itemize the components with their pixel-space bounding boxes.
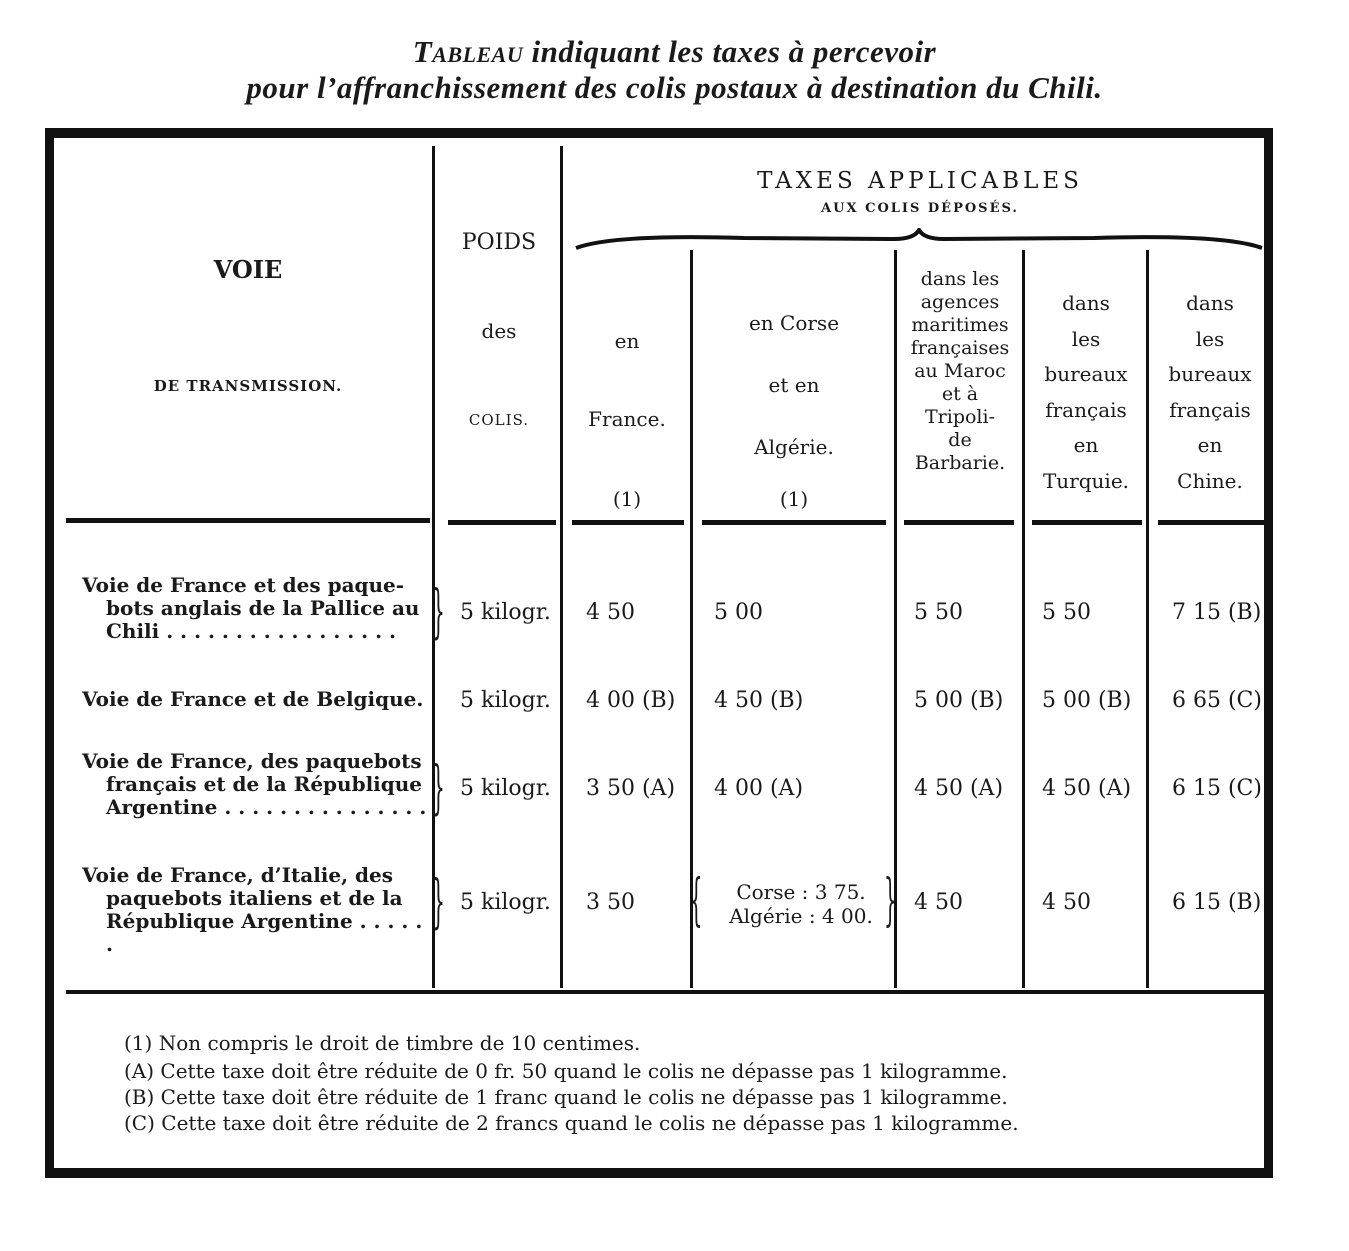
column-divider	[1022, 250, 1025, 988]
row2-voie	[82, 688, 432, 711]
column-divider	[560, 146, 563, 988]
header-corse-1: en Corse	[748, 311, 840, 335]
header-rule	[1032, 520, 1142, 525]
header-poids-sub: COLIS.	[468, 411, 530, 429]
row4-poids: 5 kilogr.	[460, 890, 551, 915]
header-rule	[448, 520, 556, 525]
row1-turquie: 5 50	[1042, 600, 1091, 625]
header-chine-line: Chine.	[1177, 468, 1243, 493]
header-taxes-title: TAXES APPLICABLES	[757, 168, 1083, 194]
row3-brace: }	[432, 753, 445, 821]
voie-line: Voie de France, des paquebots	[82, 749, 422, 773]
voie-line: Voie de France et de Belgique.	[82, 687, 424, 711]
voie-line: Voie de France, d’Italie, des	[82, 863, 394, 887]
row4-corse-brace-right: }	[884, 868, 897, 933]
title-line1: indiquant les taxes à percevoir	[531, 34, 937, 69]
row1-france: 4 50	[586, 600, 635, 625]
table-bottom-rule	[66, 990, 1266, 994]
page-subtitle: pour l’affranchissement des colis postaux à destination du Chili.	[246, 70, 1103, 105]
header-maroc-line: maritimes	[911, 314, 1009, 336]
column-divider	[1146, 250, 1149, 988]
header-france-1: en	[614, 329, 640, 353]
voie-line: Argentine . . . . . . . . . . . . . . .	[106, 795, 427, 819]
header-maroc-line: Tripoli-	[924, 406, 995, 428]
header-rule	[702, 520, 886, 525]
voie-line: Voie de France et des paque-	[82, 573, 405, 597]
row1-maroc: 5 50	[914, 600, 963, 625]
header-taxes-subtitle: AUX COLIS DÉPOSÉS.	[821, 201, 1019, 216]
header-corse-3: Algérie.	[754, 435, 834, 459]
header-turquie-line: français	[1045, 397, 1127, 422]
header-maroc-line: Barbarie.	[914, 452, 1006, 474]
row1-brace: }	[432, 577, 445, 645]
header-chine-line: bureaux	[1168, 362, 1252, 386]
header-chine-line: les	[1195, 326, 1225, 351]
column-divider	[432, 146, 435, 988]
header-chine	[1150, 286, 1270, 499]
header-turquie-line: les	[1071, 326, 1101, 351]
row3-voie	[82, 750, 432, 819]
row1-poids: 5 kilogr.	[460, 600, 551, 625]
row4-corse-line: Algérie : 4 00.	[729, 904, 873, 928]
row2-poids: 5 kilogr.	[460, 688, 551, 713]
page-title	[0, 34, 1349, 70]
row3-maroc: 4 50 (A)	[914, 776, 1004, 801]
voie-line: français et de la République	[106, 772, 423, 796]
header-rule	[66, 518, 430, 523]
header-maroc-line: françaises	[910, 337, 1010, 359]
row4-corse-brace-left: {	[690, 868, 703, 933]
header-rule	[1158, 520, 1264, 525]
header-chine-line: en	[1197, 433, 1223, 457]
row3-chine: 6 15 (C)	[1172, 776, 1262, 801]
title-lead: Tableau	[412, 34, 524, 69]
row1-corse: 5 00	[714, 600, 763, 625]
footnote-a: (A) Cette taxe doit être réduite de 0 fr. 50 quand le colis ne dépasse pas 1 kilogramme.	[124, 1059, 1008, 1083]
header-corse-4: (1)	[779, 487, 809, 511]
header-france-3: (1)	[612, 487, 642, 511]
voie-line: bots anglais de la Pallice au	[106, 596, 420, 620]
row3-turquie: 4 50 (A)	[1042, 776, 1132, 801]
row4-france: 3 50	[586, 890, 635, 915]
row4-chine: 6 15 (B)	[1172, 890, 1262, 915]
row4-turquie: 4 50	[1042, 890, 1091, 915]
header-turquie-line: en	[1073, 433, 1099, 457]
header-maroc-line: au Maroc	[914, 360, 1006, 382]
voie-line: paquebots italiens et de la	[106, 886, 403, 910]
row2-maroc: 5 00 (B)	[914, 688, 1004, 713]
footnote-c: (C) Cette taxe doit être réduite de 2 francs quand le colis ne dépasse pas 1 kilogramme.	[124, 1111, 1019, 1135]
row1-chine: 7 15 (B)	[1172, 600, 1262, 625]
row2-corse: 4 50 (B)	[714, 688, 804, 713]
row3-poids: 5 kilogr.	[460, 776, 551, 801]
header-maroc-line: agences	[920, 291, 1000, 313]
header-chine-line: français	[1169, 397, 1251, 422]
footnote-1: (1) Non compris le droit de timbre de 10 centimes.	[124, 1031, 641, 1055]
row2-chine: 6 65 (C)	[1172, 688, 1262, 713]
header-voie	[66, 256, 430, 284]
header-maroc-line: et à	[941, 383, 979, 405]
header-chine-line: dans	[1186, 291, 1234, 315]
header-france-2: France.	[588, 407, 666, 431]
header-maroc-line: de	[948, 429, 972, 451]
header-poids-top: POIDS	[461, 230, 537, 255]
row2-turquie: 5 00 (B)	[1042, 688, 1132, 713]
taxes-group-brace	[574, 228, 1264, 252]
row4-corse-line: Corse : 3 75.	[736, 880, 866, 904]
header-rule	[904, 520, 1014, 525]
row4-maroc: 4 50	[914, 890, 963, 915]
header-rule	[572, 520, 684, 525]
row4-brace: }	[432, 867, 445, 935]
voie-line: Chili . . . . . . . . . . . . . . . . .	[106, 619, 396, 643]
header-voie-sub: DE TRANSMISSION.	[153, 377, 343, 395]
voie-line: République Argentine . . . . . .	[106, 909, 423, 956]
header-turquie-line: dans	[1062, 291, 1110, 315]
row1-voie	[82, 574, 432, 643]
header-maroc-line: dans les	[920, 268, 1000, 290]
header-turquie-line: bureaux	[1044, 362, 1128, 386]
row4-corse	[716, 880, 886, 928]
header-poids-mid: des	[481, 319, 517, 343]
header-poids	[436, 230, 562, 255]
footnote-b: (B) Cette taxe doit être réduite de 1 franc quand le colis ne dépasse pas 1 kilogramme.	[124, 1085, 1008, 1109]
header-turquie	[1026, 286, 1146, 499]
row4-voie	[82, 864, 432, 956]
header-corse-2: et en	[768, 373, 820, 397]
row2-france: 4 00 (B)	[586, 688, 676, 713]
header-voie-top: VOIE	[213, 255, 283, 284]
header-turquie-line: Turquie.	[1042, 468, 1130, 493]
row3-france: 3 50 (A)	[586, 776, 676, 801]
row3-corse: 4 00 (A)	[714, 776, 804, 801]
header-maroc	[898, 268, 1022, 475]
